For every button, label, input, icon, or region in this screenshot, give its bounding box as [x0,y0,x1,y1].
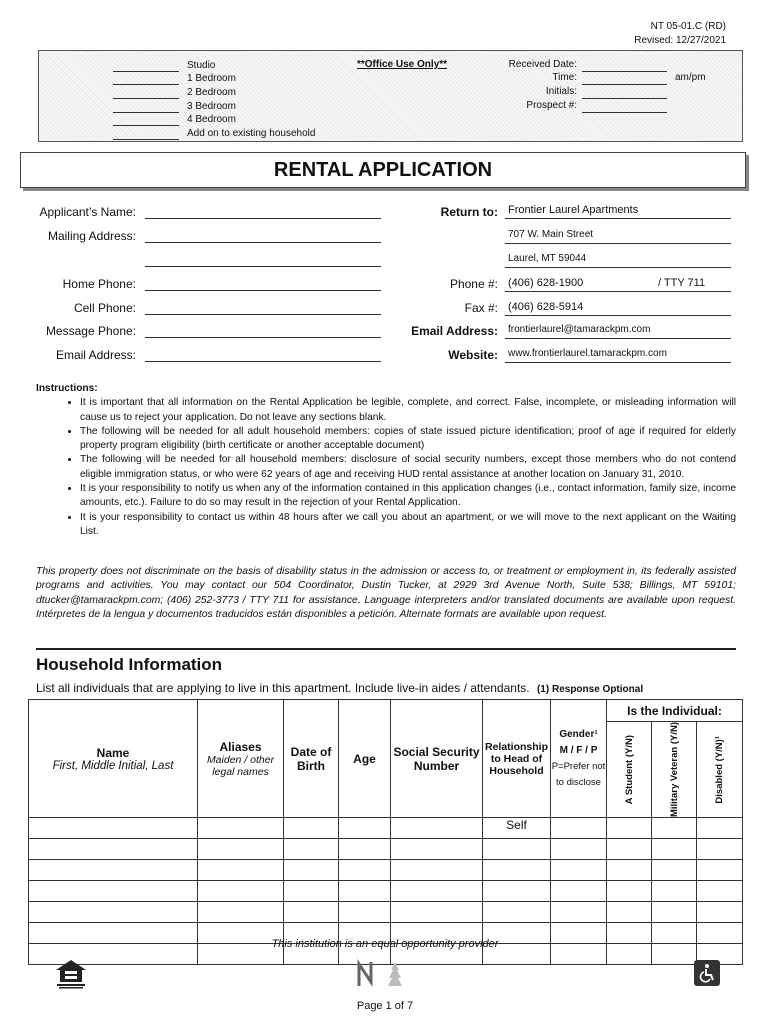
col-gender-options: M / F / P [559,744,598,756]
equal-opportunity-statement: This institution is an equal opportunity provider [271,938,499,950]
return-email-value[interactable]: frontierlaurel@tamarackpm.com [505,323,731,339]
return-to-address2: Laurel, MT 59044 [505,252,731,268]
email-label: Email Address: [55,348,136,362]
form-code: NT 05-01.C (RD) [650,21,726,32]
message-phone-label: Message Phone: [45,324,136,338]
cell-phone-label: Cell Phone: [73,301,136,315]
cell[interactable] [697,839,743,860]
col-name-title: Name [96,745,130,760]
instructions [36,382,736,539]
applicant-name-field[interactable] [145,204,381,219]
cell[interactable] [652,902,697,923]
office-use-box [38,50,743,142]
cell[interactable] [652,860,697,881]
col-student [607,722,652,818]
cell[interactable] [483,881,551,902]
table-row [29,902,743,923]
company-logo [355,958,411,995]
cell[interactable] [198,902,284,923]
ampm-label: am/pm [675,72,706,83]
col-aliases-title: Aliases [219,739,262,754]
received-date-field[interactable] [582,61,667,72]
page-number: Page 1 of 7 [356,1000,414,1012]
cell[interactable] [29,881,198,902]
cell[interactable] [697,860,743,881]
table-row [29,818,743,839]
instructions-list [36,396,736,539]
cell-phone-field[interactable] [145,300,381,315]
table-row [29,839,743,860]
cell[interactable] [551,818,607,839]
cell[interactable] [551,839,607,860]
cell[interactable] [391,839,483,860]
household-table [28,699,743,965]
cell[interactable] [339,860,391,881]
mailing-address-label: Mailing Address: [47,229,136,243]
col-gender [551,700,607,818]
instruction-item: • It is your responsibility to notify us when any of the information contained in this application changes (i.e., contact information, family size, income amounts, etc.). Failure to do so may result in the rejection of your Rental Application. [80,482,736,511]
cell[interactable] [284,881,339,902]
cell[interactable] [697,818,743,839]
time-field[interactable] [582,74,667,85]
return-to-name: Frontier Laurel Apartments [505,203,731,219]
cell[interactable] [391,881,483,902]
phone-label: Phone #: [449,277,498,291]
cell[interactable] [29,902,198,923]
website-value[interactable]: www.frontierlaurel.tamarackpm.com [505,347,731,363]
fax-value: (406) 628-5914 [505,300,731,316]
cell[interactable] [339,818,391,839]
cell[interactable] [652,839,697,860]
phone-number: (406) 628-1900 [508,277,584,289]
cell[interactable] [284,902,339,923]
instruction-item: • The following will be needed for all household members: disclosure of social security numbers, except those members who do not contend eligible immigration status, or who were 62 years of age and receiving HUD rental assistance at another location on January 31, 2010. [80,453,736,482]
cell[interactable] [339,881,391,902]
cell[interactable] [551,902,607,923]
cell[interactable] [198,860,284,881]
message-phone-field[interactable] [145,323,381,338]
office-use-title: **Office Use Only** [357,59,448,70]
cell[interactable] [391,860,483,881]
cell[interactable] [607,839,652,860]
col-name-sub: First, Middle Initial, Last [52,759,174,772]
cell[interactable] [284,860,339,881]
received-date-label: Received Date: [508,59,577,70]
title-box [20,152,746,188]
email-field[interactable] [145,347,381,362]
return-to-address1: 707 W. Main Street [505,228,731,244]
initials-field[interactable] [582,88,667,99]
col-gender-sub: P=Prefer not to disclose [551,760,606,788]
col-student-label: A Student (Y/N) [623,734,635,805]
cell[interactable] [339,902,391,923]
instruction-item: • It is important that all information on the Rental Application be legible, complete, and correct. False, incomplete, or misleading information will cause us to reject your application. Do not leave any sections blank. [80,396,736,425]
col-name [29,700,198,818]
cell[interactable] [284,818,339,839]
revised-date: Revised: 12/27/2021 [634,35,726,46]
unit-option[interactable]: 2 Bedroom [113,86,236,99]
table-row [29,881,743,902]
instructions-heading: Instructions: [36,383,98,394]
nondiscrimination-policy: This property does not discriminate on the basis of disability status in the admission or access to, or treatment or employment in, its federally assisted programs and activities. You may contact our 504 Coordinator, Dustin Tucker, at 2929 3rd Avenue North, Suite 538; Billings, MT 59101; dtucker@tamarackpm.com; (406) 252-3773 / TTY 711 for assistance. Language interpreters and/or translated documents are available upon request. Intérpretes de la lengua y documentos traducidos están disponibles a petición. Alternate formats are available upon request. [36,566,736,621]
cell[interactable] [607,860,652,881]
unit-option[interactable]: Studio [113,59,215,72]
mailing-address-field-2[interactable] [145,252,381,267]
prospect-label: Prospect #: [526,100,577,111]
phone-value [505,276,731,292]
col-aliases-sub: Maiden / other legal names [206,753,275,778]
cell[interactable] [483,839,551,860]
cell[interactable] [652,818,697,839]
unit-option[interactable]: 3 Bedroom [113,100,236,113]
cell[interactable] [607,881,652,902]
instruction-item: • The following will be needed for all adult household members: copies of state issued picture identification; proof of age if required for elderly property program eligibility (birth certificate or another acceptable document) [80,425,736,454]
household-title: Household Information [36,655,223,674]
home-phone-field[interactable] [145,276,381,291]
cell[interactable] [697,881,743,902]
prospect-field[interactable] [582,102,667,113]
cell[interactable] [483,902,551,923]
return-to-label: Return to: [440,205,498,219]
initials-label: Initials: [545,86,577,97]
col-disabled [697,722,743,818]
website-label: Website: [448,348,498,362]
cell[interactable] [198,818,284,839]
cell[interactable] [29,839,198,860]
cell[interactable] [551,860,607,881]
cell[interactable] [697,902,743,923]
home-phone-label: Home Phone: [62,277,136,291]
fax-label: Fax #: [464,301,498,315]
col-relationship: Relationship to Head of Household [483,700,551,818]
cell[interactable] [391,818,483,839]
return-email-label: Email Address: [411,324,498,338]
household-subtitle [36,681,643,695]
unit-option[interactable]: 1 Bedroom [113,72,236,85]
cell[interactable] [284,839,339,860]
table-row [29,860,743,881]
household-instruction: List all individuals that are applying to live in this apartment. Include live-in aides / attendants. [36,681,530,695]
col-aliases [198,700,284,818]
applicant-name-label: Applicant’s Name: [39,205,136,219]
cell[interactable] [607,818,652,839]
unit-option[interactable]: 4 Bedroom [113,113,236,126]
accessibility-icon [694,960,720,986]
cell[interactable] [29,818,198,839]
tty-number: / TTY 711 [658,277,706,289]
cell[interactable] [551,881,607,902]
col-gender-title: Gender¹ [559,728,598,740]
equal-housing-logo [54,958,88,995]
col-disabled-label: Disabled (Y/N)¹ [714,735,725,804]
unit-option[interactable]: Add on to existing household [113,127,315,140]
page-title: RENTAL APPLICATION [273,159,493,181]
time-label: Time: [552,72,577,83]
self-cell: Self [483,818,551,839]
form-header [634,20,726,48]
mailing-address-field[interactable] [145,228,381,243]
cell[interactable] [198,839,284,860]
cell[interactable] [652,881,697,902]
cell[interactable] [29,860,198,881]
col-dob: Date of Birth [284,700,339,818]
section-divider [36,648,736,650]
instruction-item: • It is your responsibility to contact us within 48 hours after we call you about an apartment, or we will move to the next applicant on the Waiting List. [80,511,736,540]
col-ssn: Social Security Number [391,700,483,818]
cell[interactable] [339,839,391,860]
col-veteran-label: Military Veteran (Y/N) [668,722,680,818]
cell[interactable] [198,881,284,902]
col-age: Age [339,700,391,818]
cell[interactable] [483,860,551,881]
col-is-individual: Is the Individual: [607,700,743,722]
col-veteran [652,722,697,818]
cell[interactable] [607,902,652,923]
cell[interactable] [391,902,483,923]
response-optional-note: (1) Response Optional [536,684,644,695]
